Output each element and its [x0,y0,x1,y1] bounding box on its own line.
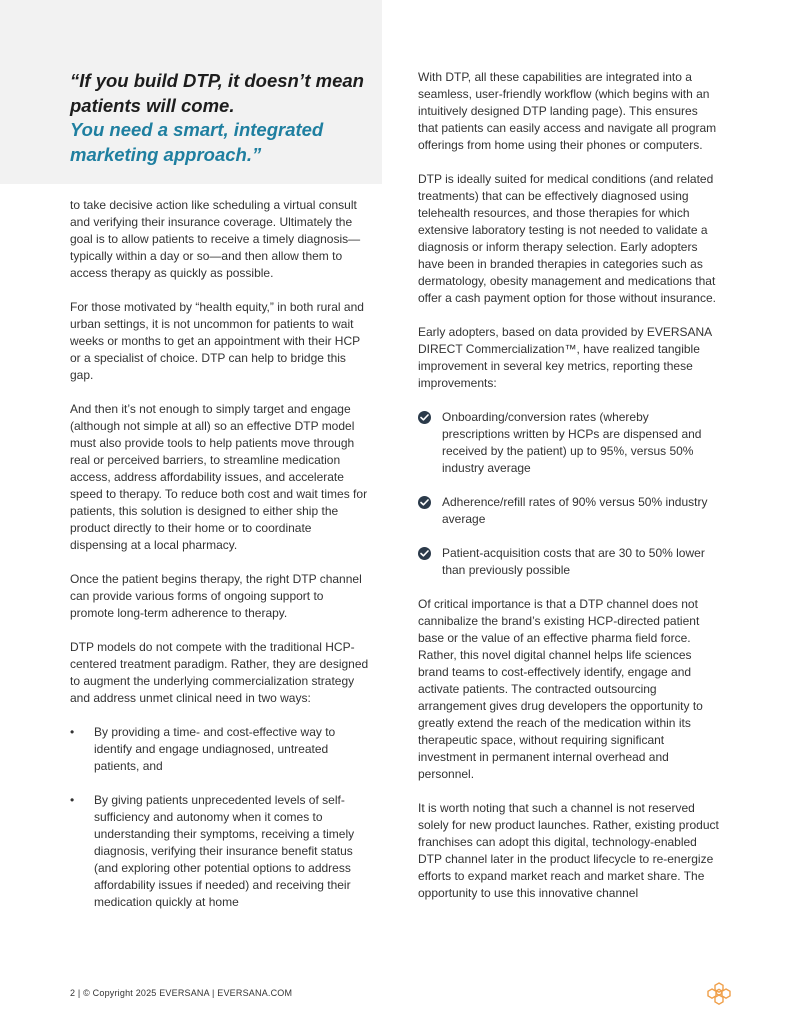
paragraph: Once the patient begins therapy, the right DTP channel can provide various forms of ongoing support to promote long-term adherence to therapy. [70,572,362,620]
paragraph: DTP is ideally suited for medical conditions (and related treatments) that can be effectively diagnosed using telehealth resources, and those therapies for which extensive laboratory testing is not needed to validate a diagnosis or inform therapy selection. Early adopters have been in branded therapies in categories such as dermatology, obesity management and medications that offer a cash payment option for those without insurance. [418,172,716,305]
list-item-text: By giving patients unprecedented levels of self-sufficiency and autonomy when it comes to understanding their symptoms, receiving a timely diagnosis, verifying their insurance benefit status (and exploring other potential options to address affordability issues if needed) and receiving their medication quickly at home [94,793,355,909]
check-circle-icon [418,411,431,424]
list-item-text: Adherence/refill rates of 90% versus 50% industry average [442,495,708,526]
list-item [70,792,370,911]
eversana-logo-icon [706,981,732,1007]
list-item-text: Onboarding/conversion rates (whereby prescriptions written by HCPs are dispensed and received by the patient) up to 95%, versus 50% industry average [442,410,702,475]
bullet-list [70,724,370,911]
paragraph: DTP models do not compete with the traditional HCP-centered treatment paradigm. Rather, they are designed to augment the underlying commercialization strategy and address unmet clinical need in two ways: [70,640,369,705]
bullet-icon: • [70,725,75,739]
paragraph: to take decisive action like scheduling a virtual consult and verifying their insurance coverage. Ultimately the goal is to allow patients to receive a timely diagnosis—typically within a day or so—and then allow them to access therapy as quickly as possible. [70,198,361,280]
paragraph: Of critical importance is that a DTP channel does not cannibalize the brand’s existing HCP-directed patient base or the value of an effective pharma field force. Rather, this novel digital channel helps life sciences brand teams to cost-effectively identify, engage and activate patients. The contracted outsourcing arrangement gives drug developers the opportunity to greatly extend the reach of the medication within its therapeutic space, without requiring significant investment in permanent internal overhead and personnel. [418,597,703,781]
list-item [70,724,370,775]
list-item-text: By providing a time- and cost-effective way to identify and engage undiagnosed, untreated patients, and [94,725,336,773]
list-item [418,545,720,579]
page-footer: 2 | © Copyright 2025 EVERSANA | EVERSANA.COM [70,988,293,998]
check-circle-icon [418,496,431,509]
list-item [418,494,720,528]
left-column [70,197,370,928]
right-column [418,69,720,919]
list-item [418,409,720,477]
pull-quote-line-2: You need a smart, integrated marketing approach.” [70,119,324,165]
bullet-icon: • [70,793,75,807]
checkmark-list [418,409,720,579]
pull-quote [70,69,370,167]
paragraph: It is worth noting that such a channel is not reserved solely for new product launches. Rather, existing product franchises can adopt this digital, technology-enabled DTP channel later in the product lifecycle to re-energize efforts to expand market reach and market share. The opportunity to use this innovative channel [418,801,719,900]
paragraph: For those motivated by “health equity,” in both rural and urban settings, it is not uncommon for patients to wait weeks or months to get an appointment with their HCP or a specialist of choice. DTP can help to bridge this gap. [70,300,364,382]
paragraph: Early adopters, based on data provided by EVERSANA DIRECT Commercialization™, have realized tangible improvement in several key metrics, reporting these improvements: [418,325,712,390]
pull-quote-line-1: “If you build DTP, it doesn’t mean patients will come. [70,70,364,116]
paragraph: With DTP, all these capabilities are integrated into a seamless, user-friendly workflow (which begins with an intuitively designed DTP landing page). This ensures that patients can easily access and navigate all program offerings from home using their phones or computers. [418,70,717,152]
list-item-text: Patient-acquisition costs that are 30 to 50% lower than previously possible [442,546,705,577]
check-circle-icon [418,547,431,560]
paragraph: And then it’s not enough to simply target and engage (although not simple at all) so an effective DTP model must also provide tools to help patients move through real or perceived barriers, to streamline medication access, address affordability issues, and accelerate speed to therapy. To reduce both cost and wait times for patients, this solution is designed to either ship the product directly to their home or to coordinate dispensing at a local pharmacy. [70,402,368,552]
